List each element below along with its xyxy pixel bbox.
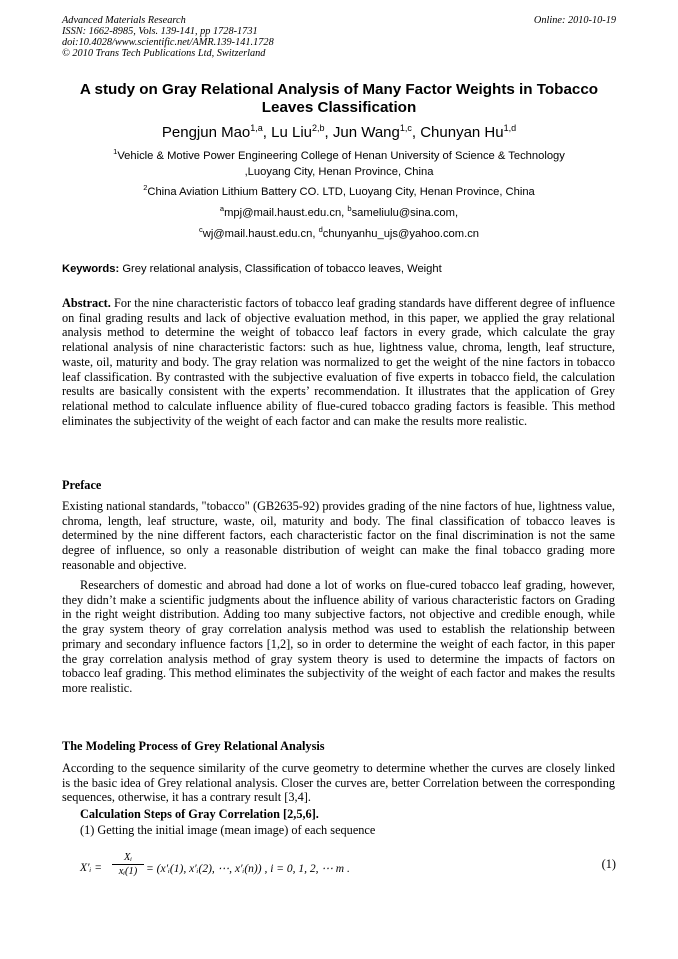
email-sup: a [219,204,225,213]
author-sup: 1,c [399,123,412,133]
paper-title: A study on Gray Relational Analysis of Many Factor Weights in Tobacco Leaves Classification [79,81,599,116]
preface-paragraph-2: Researchers of domestic and abroad had done a lot of works on flue-cured tobacco leaf grading, however, they didn’t make a scientific judgments about the influence ability of various characteristic factors on Grading in the right weight distribution. Adding too many subjective factors, not objective and credible enough, while the gray system theory of gray correlation analysis method was used to establish the relationship between primary and secondary influence factors [1,2], so in order to determine the weight of each factor, in this paper the gray correlation analysis method of gray system theory is used to determine the impacts of factors on tobacco leaf grading. This method eliminates the subjectivity of the weight of each factor and makes the results more realistic. [62,578,615,695]
abstract-paragraph [62,296,615,428]
author-name: Jun Wang [332,124,400,141]
affiliation-text: Vehicle & Motive Power Engineering College of Henan University of Science & Technology ,Luoyang City, Henan Province, China [117,150,565,178]
doi-line: doi:10.4028/www.scientific.net/AMR.139-141.1728 [62,37,274,48]
equation-number: (1) [601,857,616,871]
fraction-numerator: Xᵢ [112,852,144,865]
online-date: Online: 2010-10-19 [533,15,616,26]
email-link[interactable]: sameliulu@sina.com [351,207,455,219]
keywords-line [62,262,616,277]
fraction-denominator: xᵢ(1) [118,866,138,877]
copyright-line: © 2010 Trans Tech Publications Ltd, Switzerland [62,48,266,59]
modeling-paragraph: According to the sequence similarity of the curve geometry to determine whether the curves are closely linked is the basic idea of Grey relational analysis. Closer the curves are, better Correlation between the corresponding sequences, otherwise, it has a contrary result [3,4]. [62,761,615,805]
modeling-heading: The Modeling Process of Grey Relational Analysis [62,739,325,753]
journal-name: Advanced Materials Research [62,15,186,26]
preface-heading: Preface [62,478,102,492]
equation-1 [80,850,610,890]
journal-header [62,15,274,59]
affiliation-sup: 2 [143,183,148,192]
abstract-text: For the nine characteristic factors of tobacco leaf grading standards have different degree of influence on final grading results and lack of objective evaluation method, in this paper, we applied the gray relational analysis method to determine the weight of tobacco leaf factors in every grade, which calculate the gray relational analysis of nine characteristic factors: such as hue, lightness value, chroma, length, leaf structure, waste, oil, maturity and body. The gray relation was normalized to get the weight of the nine factors in tobacco leaf classification. By contrasted with the subjective evaluation of five experts in tobacco field, the calculation results are basically consistent with the experts’ recommendation. It illustrates that the application of Grey relational method to calculate influence ability of flue-cured tobacco grading factors is feasible. This method eliminates the subjectivity of the weight of each factor and can make the results more realistic. [62,296,615,428]
email-line-1: $^a$mpj@mail.haust.edu.cn, $^b$sameliulu@sina.com, [219,204,459,219]
author-list: Pengjun Mao$^{1,a}$, Lu Liu$^{2,b}$, Jun Wang$^{1,c}$, Chunyan Hu$^{1,d}$ [161,123,517,141]
author-name: Lu Liu [271,124,313,141]
email-sup: b [347,204,352,213]
author-name: Pengjun Mao [161,124,251,141]
issn-line: ISSN: 1662-8985, Vols. 139-141, pp 1728-1731 [62,26,258,37]
author-name: Chunyan Hu [420,124,504,141]
email-sup: c [198,225,203,234]
equation-fraction [112,852,144,877]
affiliation-sup: 1 [113,147,118,156]
author-sup: 1,d [503,123,517,133]
abstract-label: Abstract. [62,296,111,310]
affiliation-1 [62,149,616,180]
email-link[interactable]: chunyanhu_ujs@yahoo.com.cn [322,228,480,240]
keywords-label: Keywords: [62,263,120,275]
email-link[interactable]: mpj@mail.haust.edu.cn [224,207,342,219]
author-sup: 1,a [250,123,263,133]
equation-lhs: X′ᵢ = [80,862,102,874]
email-sup: d [318,225,323,234]
equation-rhs: = (x′ᵢ(1), x′ᵢ(2), ⋯, x′ᵢ(n)) , i = 0, 1, 2, ⋯ m . [146,863,350,875]
keywords-text: Grey relational analysis, Classification of tobacco leaves, Weight [122,263,442,275]
affiliation-text: China Aviation Lithium Battery CO. LTD, Luoyang City, Henan Province, China [147,186,535,198]
email-link[interactable]: wj@mail.haust.edu.cn [202,228,313,240]
email-line-2: $^c$wj@mail.haust.edu.cn, $^d$chunyanhu_ujs@yahoo.com.cn [198,225,480,240]
step-1-text: (1) Getting the initial image (mean image) of each sequence [80,823,376,837]
author-sup: 2,b [312,123,325,133]
preface-paragraph-1: Existing national standards, "tobacco" (GB2635-92) provides grading of the nine factors of hue, lightness value, chroma, length, leaf structure, waste, oil, maturity and body. The final classification of tobacco leaves is determined by the nine different factors, each characteristic factor on the final discrimination is not the same degree of influence, so only a reasonable distribution of weight can make the final tobacco grading more reasonable and objective. [62,499,615,572]
calculation-steps-heading: Calculation Steps of Gray Correlation [2,5,6]. [80,807,319,821]
affiliation-2 [62,185,616,201]
